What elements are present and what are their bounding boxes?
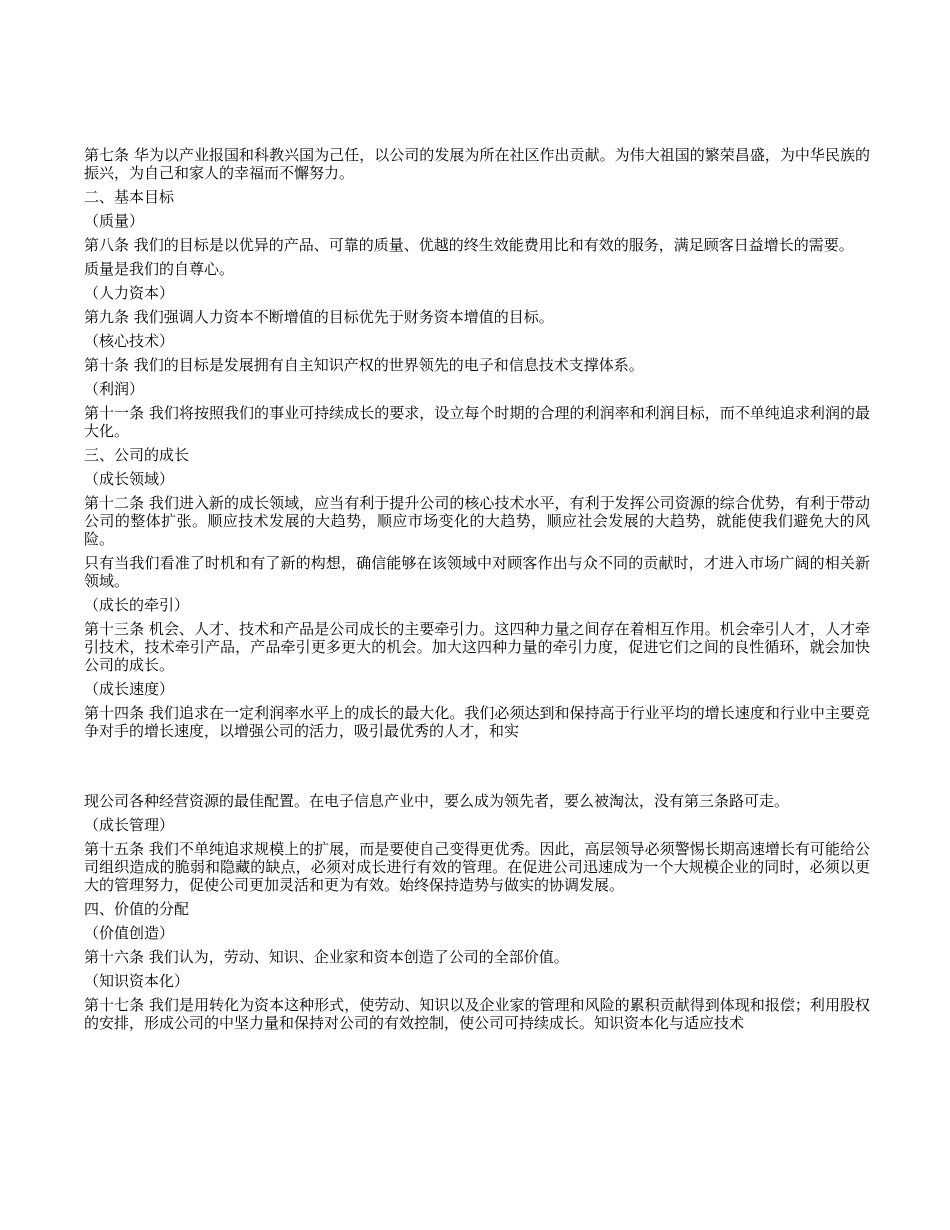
- document-page: [84, 146, 870, 1038]
- paragraph: 第八条 我们的目标是以优异的产品、可靠的质量、优越的终生效能费用比和有效的服务，满足顾客日益增长的需要。: [84, 236, 854, 254]
- paragraph: 三、公司的成长: [84, 446, 190, 464]
- paragraph: 第十六条 我们认为，劳动、知识、企业家和资本创造了公司的全部价值。: [84, 948, 569, 966]
- page-break-gap: [84, 746, 870, 792]
- paragraph: 现公司各种经营资源的最佳配置。在电子信息产业中，要么成为领先者，要么被淘汰，没有第三条路可走。: [84, 792, 790, 810]
- paragraph: 四、价值的分配: [84, 900, 190, 918]
- paragraph: 第十二条 我们进入新的成长领域，应当有利于提升公司的核心技术水平，有利于发挥公司资源的综合优势，有利于带动公司的整体扩张。顺应技术发展的大趋势，顺应市场变化的大趋势，顺应社会发展的大趋势，就能使我们避免大的风险。: [84, 494, 870, 548]
- paragraph: 第十条 我们的目标是发展拥有自主知识产权的世界领先的电子和信息技术支撑体系。: [84, 356, 644, 374]
- paragraph: 只有当我们看准了时机和有了新的构想，确信能够在该领域中对顾客作出与众不同的贡献时，才进入市场广阔的相关新领域。: [84, 554, 870, 590]
- text-block-2: [84, 792, 870, 1032]
- paragraph: （成长的牵引）: [84, 596, 190, 614]
- paragraph: （成长管理）: [84, 816, 175, 834]
- paragraph: 质量是我们的自尊心。: [84, 260, 235, 278]
- paragraph: 第七条 华为以产业报国和科教兴国为己任，以公司的发展为所在社区作出贡献。为伟大祖国的繁荣昌盛，为中华民族的振兴，为自己和家人的幸福而不懈努力。: [84, 146, 870, 182]
- paragraph: 第九条 我们强调人力资本不断增值的目标优先于财务资本增值的目标。: [84, 308, 554, 326]
- paragraph: 第十三条 机会、人才、技术和产品是公司成长的主要牵引力。这四种力量之间存在着相互作用。机会牵引人才，人才牵引技术，技术牵引产品，产品牵引更多更大的机会。加大这四种力量的牵引力度，促进它们之间的良性循环，就会加快公司的成长。: [84, 620, 870, 674]
- paragraph: （质量）: [84, 212, 145, 230]
- paragraph: （利润）: [84, 380, 145, 398]
- paragraph: （知识资本化）: [84, 972, 190, 990]
- paragraph: （成长领域）: [84, 470, 175, 488]
- paragraph: 第十七条 我们是用转化为资本这种形式，使劳动、知识以及企业家的管理和风险的累积贡献得到体现和报偿；利用股权的安排，形成公司的中坚力量和保持对公司的有效控制，使公司可持续成长。知识资本化与适应技术: [84, 996, 870, 1032]
- paragraph: 第十五条 我们不单纯追求规模上的扩展，而是要使自己变得更优秀。因此，高层领导必须警惕长期高速增长有可能给公司组织造成的脆弱和隐藏的缺点，必须对成长进行有效的管理。在促进公司迅速成为一个大规模企业的同时，必须以更大的管理努力，促使公司更加灵活和更为有效。始终保持造势与做实的协调发展。: [84, 840, 870, 894]
- paragraph: （价值创造）: [84, 924, 175, 942]
- paragraph: 第十一条 我们将按照我们的事业可持续成长的要求，设立每个时期的合理的利润率和利润目标，而不单纯追求利润的最大化。: [84, 404, 870, 440]
- paragraph: （核心技术）: [84, 332, 175, 350]
- paragraph: 二、基本目标: [84, 188, 175, 206]
- text-block-1: [84, 146, 870, 740]
- paragraph: （成长速度）: [84, 680, 175, 698]
- paragraph: 第十四条 我们追求在一定利润率水平上的成长的最大化。我们必须达到和保持高于行业平均的增长速度和行业中主要竞争对手的增长速度，以增强公司的活力，吸引最优秀的人才，和实: [84, 704, 870, 740]
- paragraph: （人力资本）: [84, 284, 175, 302]
